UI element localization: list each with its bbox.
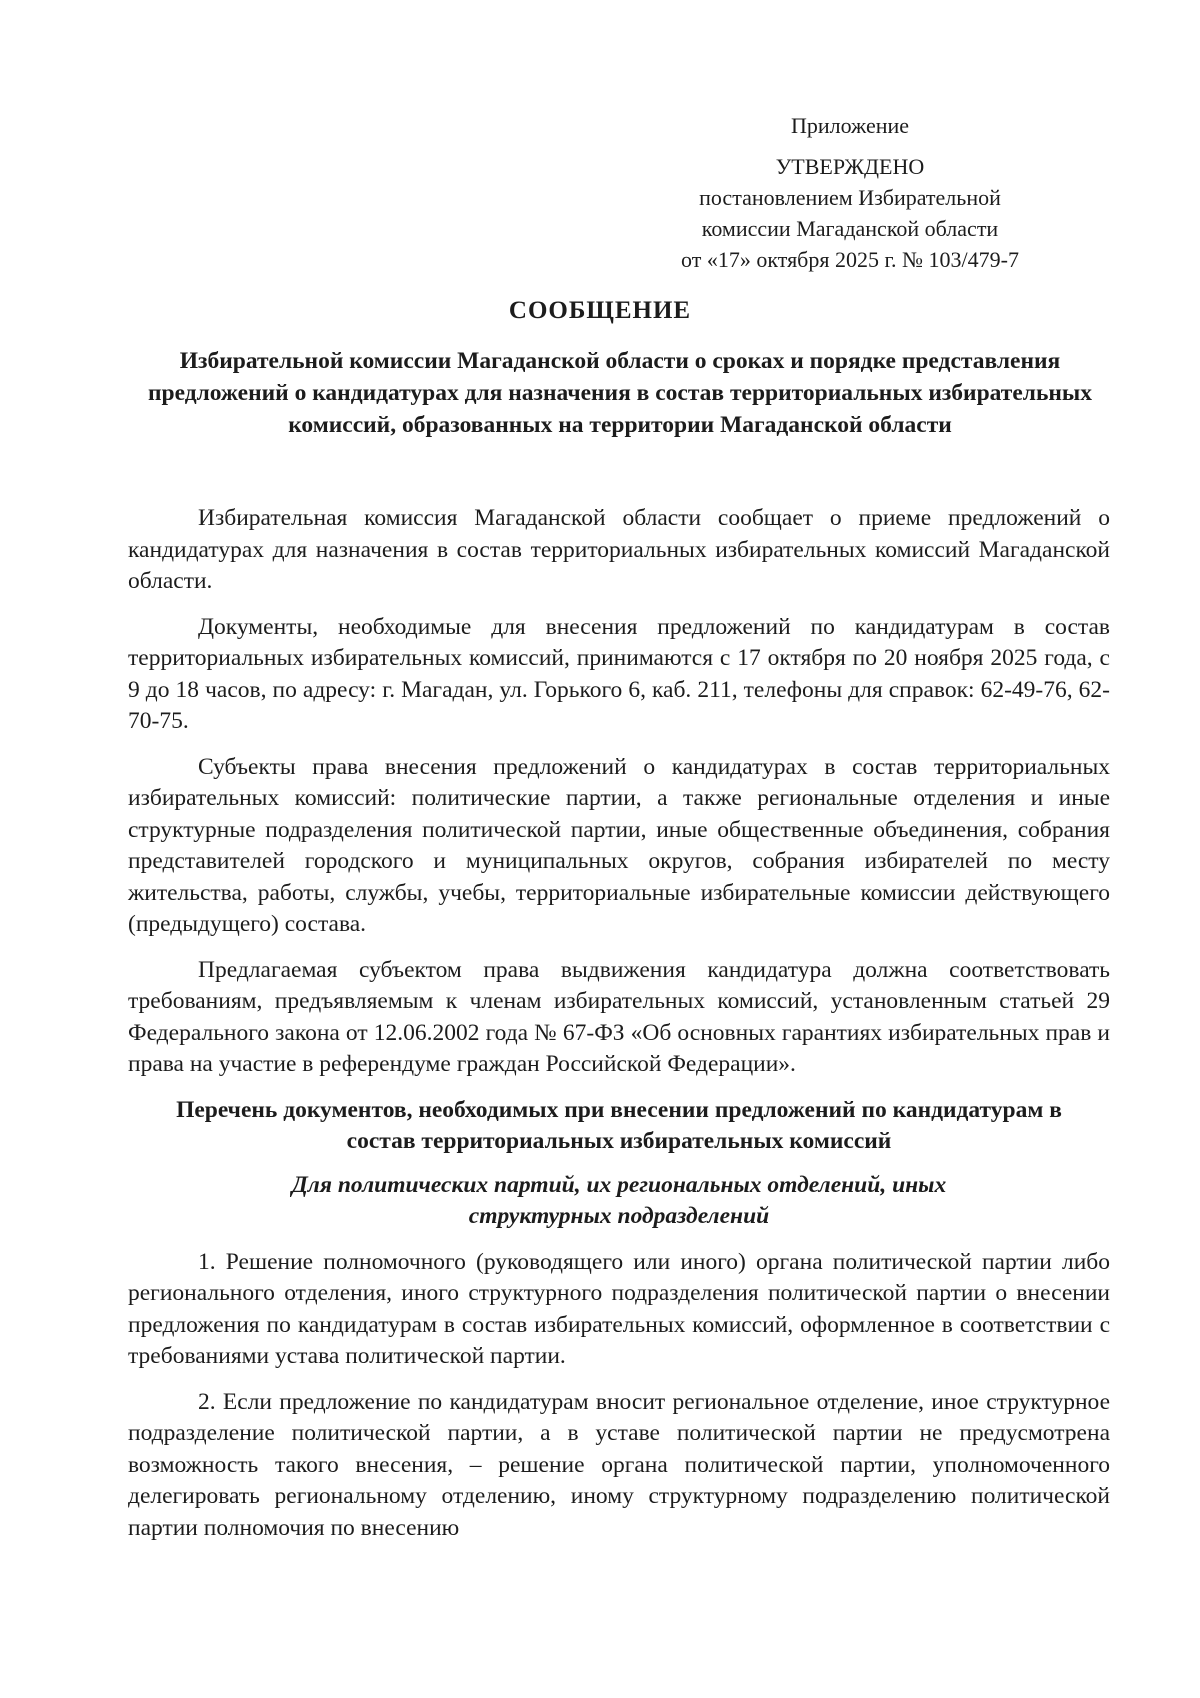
document-body bbox=[128, 503, 1110, 1558]
paragraph: Субъекты права внесения предложений о кандидатурах в состав территориальных избирательных комиссий: политические партии, а также региональные отделения и иные структурные подразделения политической партии, иные общественные объединения, собрания представителей городского и муниципальных округов, собрания избирателей по месту жительства, работы, службы, учебы, территориальные избирательные комиссии действующего (предыдущего) состава. bbox=[128, 753, 1110, 937]
approved-label: УТВЕРЖДЕНО bbox=[775, 154, 925, 179]
document-title: СООБЩЕНИЕ bbox=[508, 297, 692, 324]
documents-heading: Перечень документов, необходимых при внесении предложений по кандидатурам в состав территориальных избирательных комиссий bbox=[176, 1096, 1062, 1154]
category-heading: Для политических партий, их региональных отделений, иных структурных подразделений bbox=[291, 1171, 947, 1229]
approved-date: от «17» октября 2025 г. № 103/479-7 bbox=[681, 247, 1019, 272]
paragraph: Предлагаемая субъектом права выдвижения кандидатура должна соответствовать требованиям, предъявляемым к членам избирательных комиссий, установленным статьей 29 Федерального закона от 12.06.2002 года № 67-ФЗ «Об основных гарантиях избирательных прав и права на участие в референдуме граждан Российской Федерации». bbox=[128, 956, 1110, 1077]
paragraph: Избирательная комиссия Магаданской области сообщает о приеме предложений о кандидатурах для назначения в состав территориальных избирательных комиссий Магаданской области. bbox=[128, 505, 1110, 594]
appendix-label: Приложение bbox=[790, 113, 910, 138]
approved-by-line-1: постановлением Избирательной bbox=[699, 185, 1001, 210]
approved-by-line-2: комиссии Магаданской области bbox=[701, 216, 999, 241]
document-subtitle: Избирательной комиссии Магаданской области о сроках и порядке представления предложений о кандидатурах для назначения в состав территориальных избирательных комиссий, образованных на территории Магаданской области bbox=[147, 348, 1093, 438]
list-item: 2. Если предложение по кандидатурам вносит региональное отделение, иное структурное подразделение политической партии, а в уставе политической партии не предусмотрена возможность такого внесения, – решение органа политической партии, уполномоченного делегировать региональному отделению, иному структурному подразделению политической партии полномочия по внесению bbox=[128, 1388, 1110, 1541]
approval-block bbox=[640, 110, 1060, 275]
paragraph: Документы, необходимые для внесения предложений по кандидатурам в состав территориальных избирательных комиссий, принимаются с 17 октября по 20 ноября 2025 года, с 9 до 18 часов, по адресу: г. Магадан, ул. Горького 6, каб. 211, телефоны для справок: 62-49-76, 62-70-75. bbox=[128, 613, 1110, 734]
list-item: 1. Решение полномочного (руководящего или иного) органа политической партии либо регионального отделения, иного структурного подразделения политической партии о внесении предложения по кандидатурам в состав избирательных комиссий, оформленное в соответствии с требованиями устава политической партии. bbox=[128, 1248, 1110, 1369]
